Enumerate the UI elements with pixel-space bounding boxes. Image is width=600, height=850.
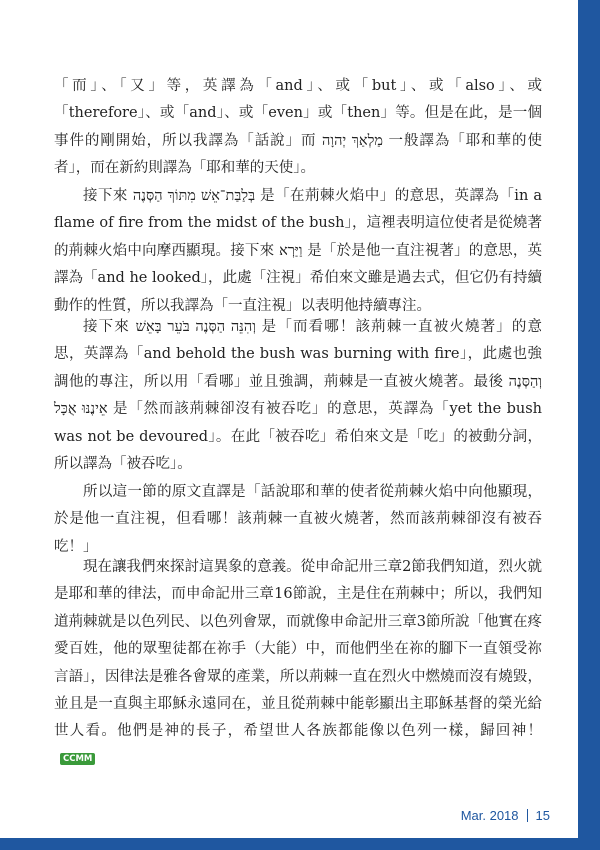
paragraph-text: 接下來 בְּלַבַּת־אֵשׁ מִתּוֹךְ הַסְּנֶה 是「在荊棘火焰中」的意思，英譯為「in a flame of fire from the midst of the bush」，這裡表明這位使者是從燒著的荊棘火焰中向摩西顯現。接下來 וַיַּרְא 是「於是他一直注視著」的意思，英譯為「and he looked」，此處「注視」希伯來文雖是過去式，但它仍有持續動作的性質，所以我譯為「一直注視」以表明他持續專注。	[54, 188, 542, 314]
footer-divider	[527, 809, 528, 822]
paragraph-text: 所以這一節的原文直譯是「話說耶和華的使者從荊棘火焰中向他顯現，於是他一直注視，但看哪！該荊棘一直被火燒著，然而該荊棘卻沒有被吞吃！」	[54, 484, 542, 555]
paragraph-1	[54, 73, 542, 183]
paragraph-text: 接下來 וְהִנֵּה הַסְּנֶה בֹּעֵר בָּאֵשׁ 是「而看哪！該荊棘一直被火燒著」的意思，英譯為「and behold the bush was burning with fire」，此處也強調他的專注，所以用「看哪」並且強調，荊棘是一直被火燒著。最後 וְהַסְּנֶה אֵינֶנּוּ אֻכָּל 是「然而該荊棘卻沒有被吞吃」的意思，英譯為「yet the bush was not be devoured」。在此「被吞吃」希伯來文是「吃」的被動分詞，所以譯為「被吞吃」。	[54, 319, 543, 473]
paragraph-text: 現在讓我們來探討這異象的意義。從申命記卅三章2節我們知道，烈火就是耶和華的律法，而申命記卅三章16節說，主是住在荊棘中；所以，我們知道荊棘就是以色列民、以色列會眾，而就像申命記卅三章3節所說「他實在疼愛百姓，他的眾聖徒都在祢手（大能）中，而他們坐在祢的腳下一直領受祢言語」，因律法是雅各會眾的產業，所以荊棘一直在烈火中燃燒而沒有燒毀，並且是一直與主耶穌永遠同在，並且從荊棘中能彰顯出主耶穌基督的榮光給世人看。他們是神的長子，希望世人各族都能像以色列一樣，歸回神！	[54, 559, 542, 740]
paragraph-text: 「而」、「又」等，英譯為「and」、或「but」、或「also」、或「therefore」、或「and」、或「even」或「then」等。但是在此，是一個事件的剛開始，所以我譯為「話說」而 מַלְאַךְ יְהוָה 一般譯為「耶和華的使者」，而在新約則譯為「耶和華的天使」。	[54, 78, 542, 177]
paragraph-3	[54, 314, 542, 478]
ccmm-logo-badge: CCMM	[60, 753, 95, 765]
paragraph-2	[54, 183, 542, 320]
page-footer	[461, 808, 550, 823]
paragraph-5	[54, 554, 542, 773]
page-number: 15	[535, 808, 550, 823]
issue-date: Mar. 2018	[460, 808, 519, 823]
paragraph-4	[54, 479, 542, 561]
